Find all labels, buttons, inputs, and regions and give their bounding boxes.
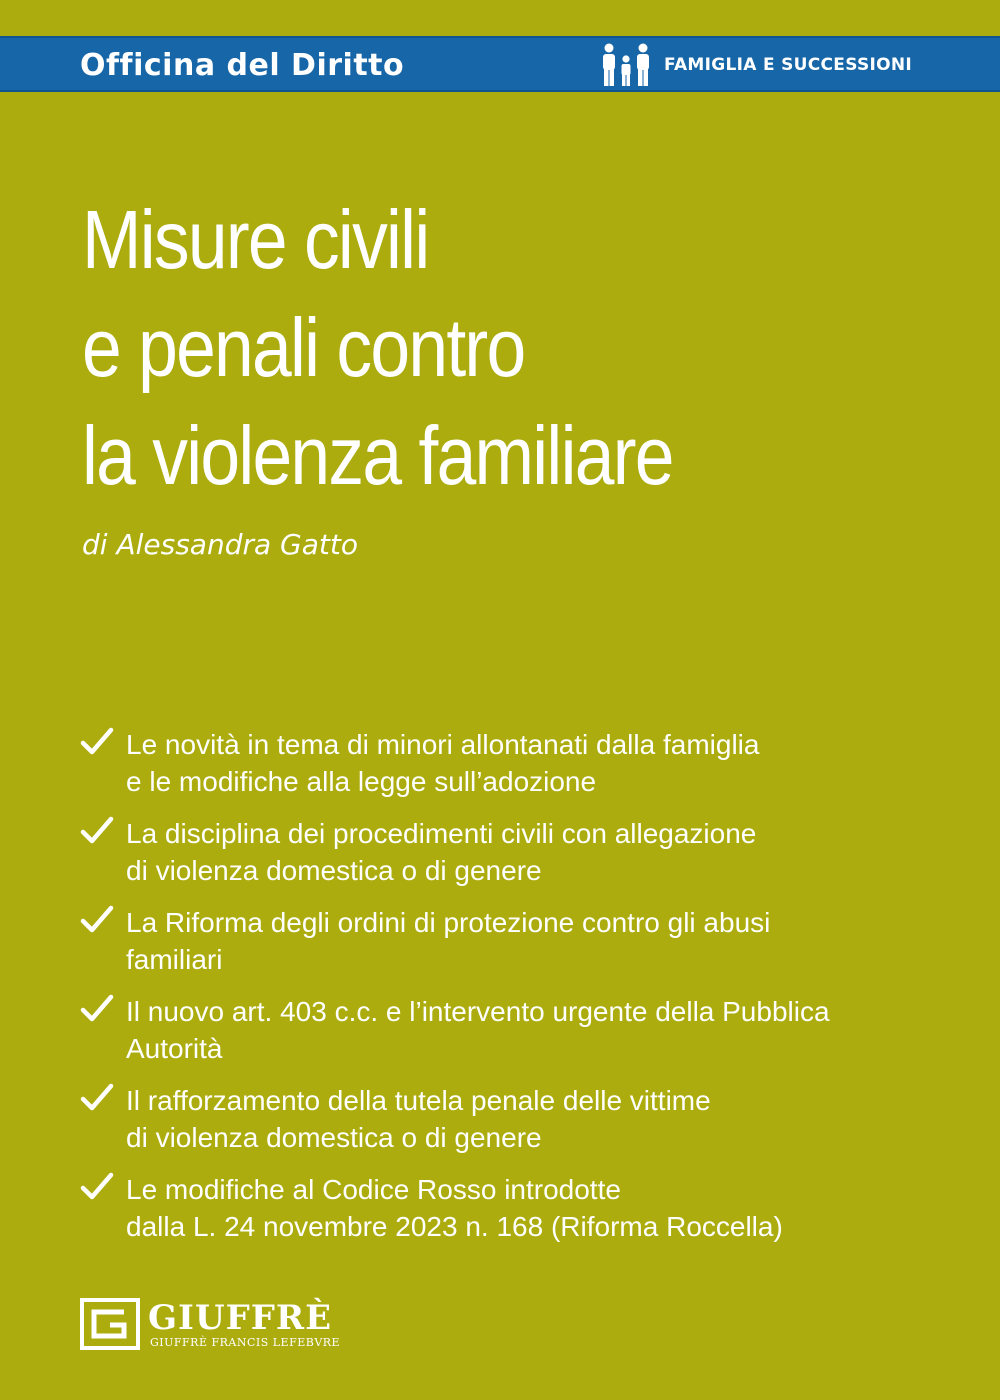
feature-line: familiari: [126, 944, 223, 975]
feature-line: dalla L. 24 novembre 2023 n. 168 (Riforma Roccella): [126, 1211, 783, 1242]
feature-text: [126, 726, 940, 800]
publisher-subtitle: GIUFFRÈ FRANCIS LEFEBVRE: [150, 1336, 341, 1349]
publisher-logo: [80, 1298, 341, 1354]
family-icon: [600, 42, 652, 88]
title-line-2: e penali contro: [82, 301, 525, 394]
series-band: [0, 36, 1000, 92]
feature-item: [80, 1082, 940, 1156]
feature-line: Le novità in tema di minori allontanati dalla famiglia: [126, 729, 760, 760]
feature-line: e le modifiche alla legge sull’adozione: [126, 766, 597, 797]
feature-text: [126, 1082, 940, 1156]
check-icon: [80, 993, 114, 1027]
series-name: Officina del Diritto: [80, 48, 405, 83]
feature-line: Il rafforzamento della tutela penale delle vittime: [126, 1085, 711, 1116]
feature-line: di violenza domestica o di genere: [126, 1122, 542, 1153]
feature-line: Il nuovo art. 403 c.c. e l’intervento urgente della Pubblica: [126, 996, 830, 1027]
feature-text: [126, 815, 940, 889]
feature-line: Le modifiche al Codice Rosso introdotte: [126, 1174, 621, 1205]
check-icon: [80, 904, 114, 938]
title-line-3: la violenza familiare: [82, 409, 673, 502]
category-label: FAMIGLIA E SUCCESSIONI: [664, 55, 913, 75]
feature-item: [80, 993, 940, 1067]
book-title: [82, 186, 959, 510]
check-icon: [80, 1082, 114, 1116]
feature-item: [80, 904, 940, 978]
feature-text: [126, 1171, 940, 1245]
feature-line: di violenza domestica o di genere: [126, 855, 542, 886]
feature-line: La disciplina dei procedimenti civili con allegazione: [126, 818, 757, 849]
title-line-1: Misure civili: [82, 193, 429, 286]
check-icon: [80, 1171, 114, 1205]
feature-text: [126, 993, 940, 1067]
author: di Alessandra Gatto: [82, 528, 358, 561]
feature-line: La Riforma degli ordini di protezione contro gli abusi: [126, 907, 771, 938]
feature-text: [126, 904, 940, 978]
feature-item: [80, 1171, 940, 1245]
feature-list: [80, 726, 940, 1260]
check-icon: [80, 726, 114, 760]
feature-item: [80, 726, 940, 800]
feature-item: [80, 815, 940, 889]
feature-line: Autorità: [126, 1033, 223, 1064]
publisher-name: GIUFFRÈ: [148, 1298, 333, 1338]
publisher-logo-icon: [80, 1298, 140, 1350]
check-icon: [80, 815, 114, 849]
